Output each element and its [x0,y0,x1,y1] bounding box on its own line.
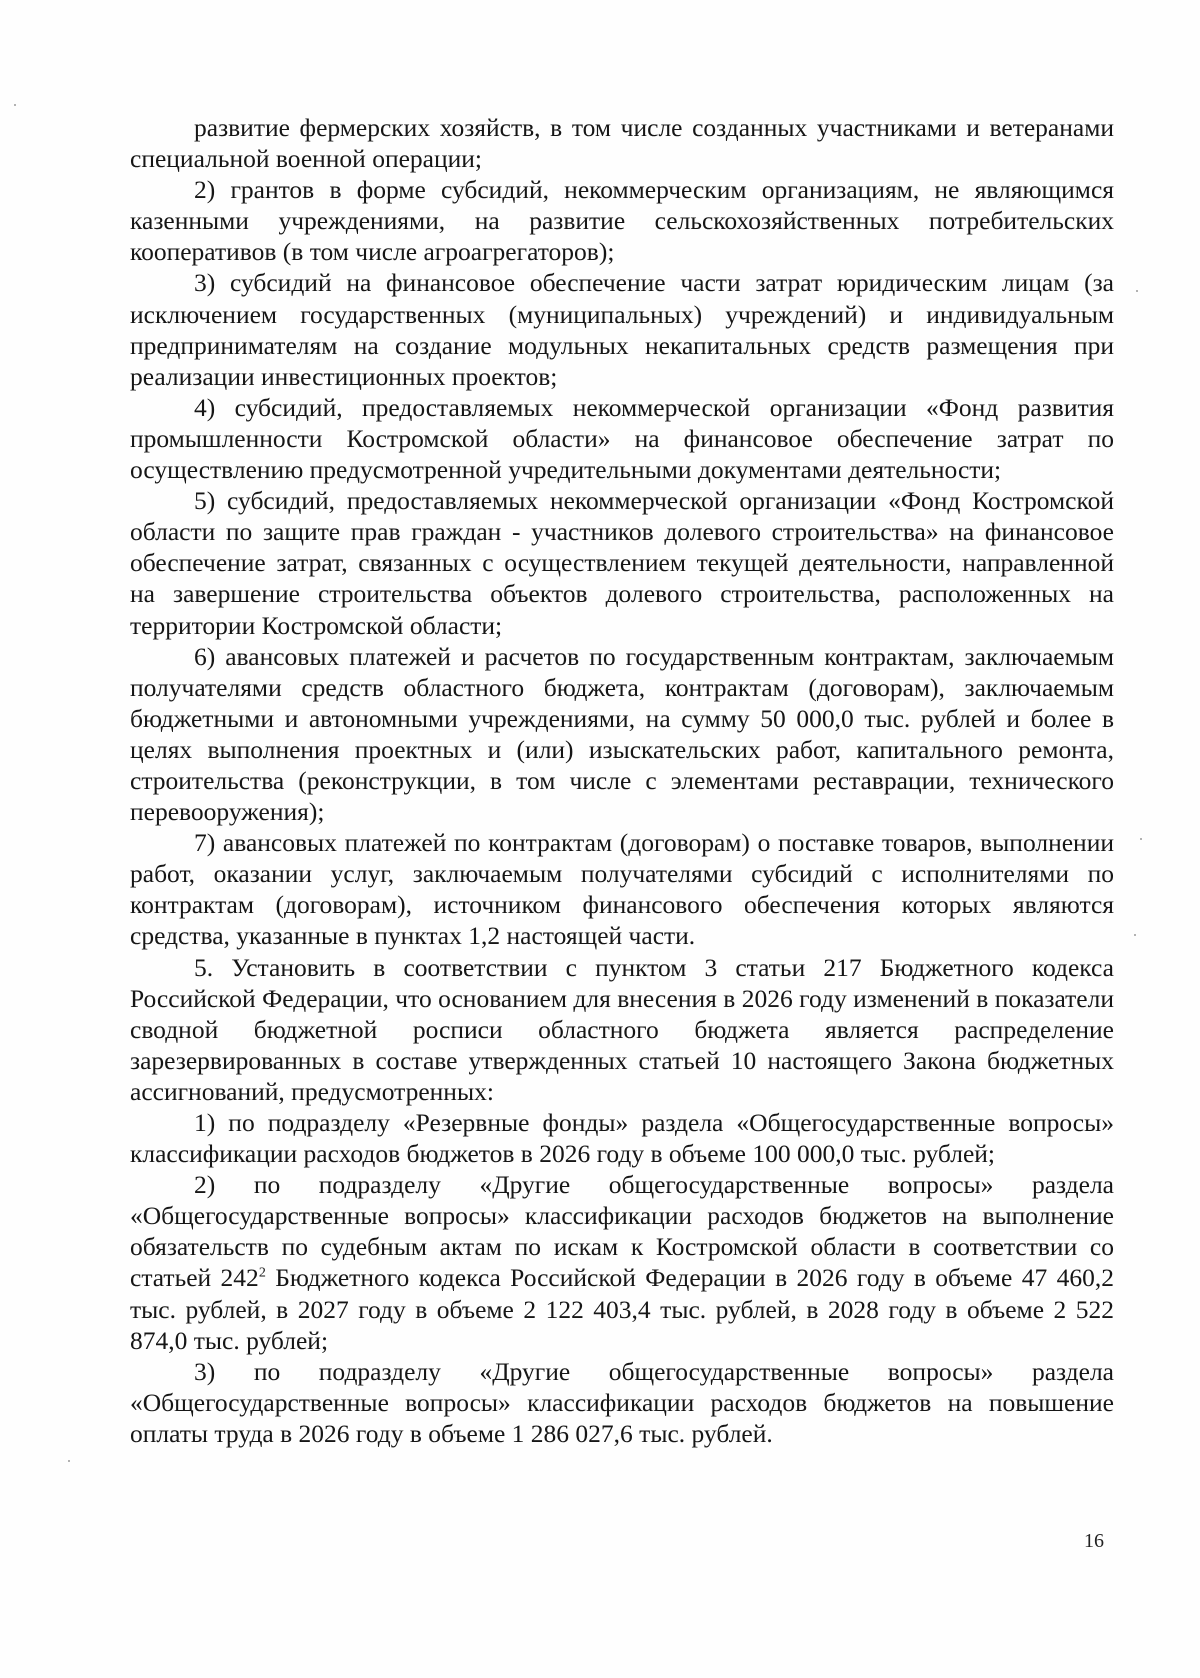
paragraph-item-4-industry-fund: 4) субсидий, предоставляемых некоммерческой организации «Фонд развития промышленности Костромской области» на финансовое обеспечение затрат по осуществлению предусмотренной учредительными документами деятельности; [130,392,1114,485]
paragraph-item-7-advance-payments: 7) авансовых платежей по контрактам (договорам) о поставке товаров, выполнении работ, оказании услуг, заключаемым получателями субсидий с исполнителями по контрактам (договорам), источником финансового обеспечения которых являются средства, указанные в пунктах 1,2 настоящей части. [130,828,1114,951]
document-body [130,112,1114,1449]
paragraph-farm-development: развитие фермерских хозяйств, в том числе созданных участниками и ветеранами специальной военной операции; [130,113,1114,174]
paragraph-subitem-2-text-start: 2) по подразделу «Другие общегосударственные вопросы» раздела «Общегосударственные вопросы» классификации расходов бюджетов на выполнение обязательств по судебным актам по искам к Костромской области в соответствии со статьей 242 [130,1170,1114,1293]
scan-speck [68,1460,70,1462]
scan-speck [1136,290,1138,292]
paragraph-subitem-3-wage-increase: 3) по подразделу «Другие общегосударственные вопросы» раздела «Общегосударственные вопросы» классификации расходов бюджетов на повышение оплаты труда в 2026 году в объеме 1 286 027,6 тыс. рублей. [130,1356,1114,1448]
paragraph-subitem-1-reserve-funds: 1) по подразделу «Резервные фонды» раздела «Общегосударственные вопросы» классификации расходов бюджетов в 2026 году в объеме 100 000,0 тыс. рублей; [130,1108,1114,1169]
scan-speck [1134,934,1136,936]
paragraph-subitem-2-court-acts [130,1169,1114,1356]
paragraph-subitem-2-text-end: Бюджетного кодекса Российской Федерации в 2026 году в объеме 47 460,2 тыс. рублей, в 2027 году в объеме 2 122 403,4 тыс. рублей, в 2028 году в объеме 2 522 874,0 тыс. рублей; [130,1263,1114,1355]
page-number: 16 [1084,1530,1104,1552]
paragraph-item-6-advance-payments: 6) авансовых платежей и расчетов по государственным контрактам, заключаемым получателями средств областного бюджета, контрактам (договорам), заключаемым бюджетными и автономными учреждениями, на сумму 50 000,0 тыс. рублей и более в целях выполнения проектных и (или) изыскательских работ, капитального ремонта, строительства (реконструкции, в том числе с элементами реставрации, технического перевооружения); [130,641,1114,827]
paragraph-section-5: 5. Установить в соответствии с пунктом 3 статьи 217 Бюджетного кодекса Российской Федерации, что основанием для внесения в 2026 году изменений в показатели сводной бюджетной росписи областного бюджета является распределение зарезервированных в составе утвержденных статьей 10 настоящего Закона бюджетных ассигнований, предусмотренных: [130,952,1114,1106]
paragraph-item-2-grants: 2) грантов в форме субсидий, некоммерческим организациям, не являющимся казенными учреждениями, на развитие сельскохозяйственных потребительских кооперативов (в том числе агроагрегаторов); [130,175,1114,267]
scan-speck [14,104,16,106]
article-superscript: 2 [258,1265,266,1281]
paragraph-item-3-subsidies: 3) субсидий на финансовое обеспечение части затрат юридическим лицам (за исключением государственных (муниципальных) учреждений) и индивидуальным предпринимателям на создание модульных некапитальных средств размещения при реализации инвестиционных проектов; [130,268,1114,391]
scan-speck [1140,838,1142,840]
paragraph-item-5-construction-fund: 5) субсидий, предоставляемых некоммерческой организации «Фонд Костромской области по защите прав граждан - участников долевого строительства» на финансовое обеспечение затрат, связанных с осуществлением текущей деятельности, направленной на завершение строительства объектов долевого строительства, расположенных на территории Костромской области; [130,486,1114,640]
